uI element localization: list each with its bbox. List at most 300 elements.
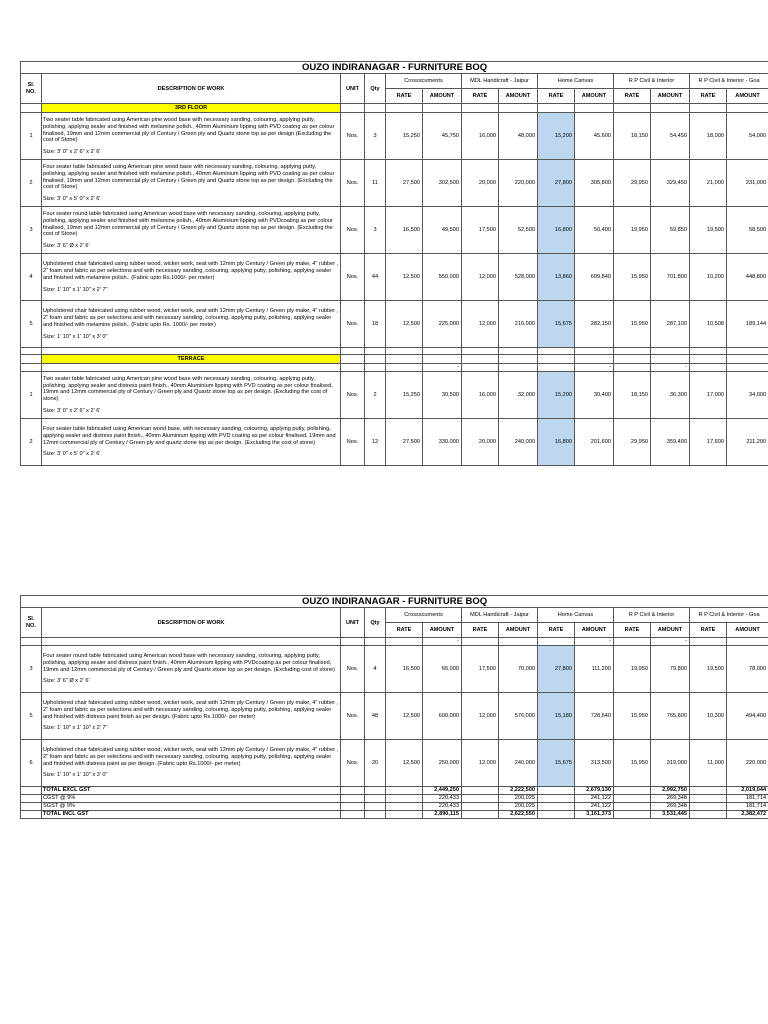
empty-cell [341,104,365,113]
amount-cell: 52,500 [499,207,538,254]
empty-cell [575,104,614,113]
item-description [42,254,341,301]
amount-cell: 45,600 [575,113,614,160]
description-text: Upholstered chair fabricated using rubber wood, wicker work, seat with 12mm ply Century / Green ply make, 4" rubber , 2" foam and fabric as per selections and with necessary sanding, colouring, applying putty, polishing, applying sealer and finished with melamine polish.. (Fabric upto Rs. 1000/- per meter) [43,308,339,328]
col-amount: AMOUNT [423,89,462,104]
empty-cell [386,787,423,795]
spacer-row [21,348,768,355]
col-amount: AMOUNT [423,623,462,638]
amount-cell: 319,000 [651,740,690,787]
col-unit: UNIT [341,74,365,104]
col-amount: AMOUNT [727,623,768,638]
rate-cell: 17,600 [690,419,727,466]
rate-cell: 15,950 [614,301,651,348]
size-text: Size: 3' 0" x 2' 6" x 2' 6' [43,148,101,155]
total-amount: 269,348 [651,803,690,811]
rate-cell: 12,000 [462,693,499,740]
size-text: Size: 1' 10" x 1' 10" x 3' 0" [43,333,108,340]
rate-cell: 16,800 [538,419,575,466]
item-number: 2 [21,419,42,466]
empty-cell [341,348,365,355]
description-text: Two seater table fabricated using American pine wood base with necessary sanding, colouring, applying putty, polishing, applying sealer and finished with melamine polish., 40mm Aluminium lipping with PVD coating as per colour finalised, 19mm and 12mm commercial ply of Century / Green ply and Quartz stone top as per design (Excluding the cost of Stone) [43,117,335,144]
size-text: Size: 3' 6" Ø x 2' 6' [43,242,90,249]
vendor-header: R P Civil & Interior [614,74,690,89]
item-description [42,646,341,693]
empty-cell [462,795,499,803]
empty-cell [690,803,727,811]
item-description [42,372,341,419]
table-row [21,372,768,419]
item-number: 5 [21,693,42,740]
vendor-header: Crossscuments [386,608,462,623]
col-amount: AMOUNT [499,89,538,104]
col-rate: RATE [538,89,575,104]
empty-cell [462,348,499,355]
amount-cell: 36,300 [651,372,690,419]
empty-cell [538,795,575,803]
dash-cell [538,364,575,372]
empty-cell [423,355,462,364]
rate-cell: 16,000 [462,372,499,419]
empty-cell [21,803,42,811]
empty-cell [651,104,690,113]
col-rate: RATE [690,89,727,104]
item-unit: Nos. [341,419,365,466]
size-text: Size: 3' 0" x 2' 6" x 2' 6' [43,407,101,414]
empty-cell [727,104,768,113]
table-row [21,254,768,301]
rate-cell: 27,800 [538,646,575,693]
item-unit: Nos. [341,160,365,207]
total-amount: 220,433 [423,803,462,811]
empty-cell [727,355,768,364]
total-amount: 3,161,373 [575,811,614,819]
size-text: Size: 1' 10" x 1' 10" x 2' 7" [43,725,108,732]
rate-cell: 13,860 [538,254,575,301]
col-amount: AMOUNT [575,623,614,638]
item-qty: 4 [365,646,386,693]
rate-cell: 27,500 [386,160,423,207]
description-text: Four seater table fabricated using American pine wood base with necessary sanding, colouring, applying putty, polishing, applying sealer and finished with melamine polish., 40mm Aluminium lipping with PVD coating as per colour finalised, 19mm and 12mm commercial ply of Century / Green ply and Quartz stone top as per design. (Excluding the cost of Stone) [43,164,335,191]
dash-cell [21,638,42,646]
amount-cell: 58,500 [727,207,768,254]
rate-cell: 27,500 [386,419,423,466]
amount-cell: 240,000 [499,419,538,466]
rate-cell: 21,000 [690,160,727,207]
amount-cell: 701,800 [651,254,690,301]
col-amount: AMOUNT [727,89,768,104]
dash-row [21,364,768,372]
dash-cell [341,638,365,646]
col-amount: AMOUNT [651,623,690,638]
amount-cell: 305,800 [575,160,614,207]
empty-cell [651,355,690,364]
rate-cell: 17,500 [462,207,499,254]
section-row [21,104,768,113]
section-title: 3RD FLOOR [42,104,341,113]
item-qty: 2 [365,372,386,419]
total-amount: 2,679,130 [575,787,614,795]
item-unit: Nos. [341,646,365,693]
table-row [21,693,768,740]
item-unit: Nos. [341,113,365,160]
amount-cell: 54,450 [651,113,690,160]
empty-cell [614,355,651,364]
amount-cell: 225,000 [423,301,462,348]
amount-cell: 54,000 [727,113,768,160]
size-text: Size: 1' 10" x 1' 10" x 2' 7" [43,286,108,293]
rate-cell: 12,500 [386,693,423,740]
empty-cell [21,787,42,795]
dash-cell [386,364,423,372]
empty-cell [21,795,42,803]
amount-cell: 609,840 [575,254,614,301]
rate-cell: 18,000 [690,113,727,160]
empty-cell [341,355,365,364]
vendor-header: MDL Handicraft - Jaipur [462,608,538,623]
table-row [21,301,768,348]
rate-cell: 12,000 [462,301,499,348]
rate-cell: 15,950 [614,254,651,301]
empty-cell [614,104,651,113]
dash-cell [690,638,727,646]
dash-cell: - [423,638,462,646]
vendor-header: Home Canvas [538,608,614,623]
amount-cell: 78,000 [727,646,768,693]
boq-table-page-1 [20,61,768,466]
col-unit: UNIT [341,608,365,638]
total-label: CGST @ 9% [42,795,341,803]
amount-cell: 45,750 [423,113,462,160]
empty-cell [386,803,423,811]
amount-cell: 201,600 [575,419,614,466]
rate-cell: 18,150 [614,113,651,160]
item-number: 6 [21,740,42,787]
dash-cell [21,364,42,372]
total-amount: 2,222,500 [499,787,538,795]
amount-cell: 231,000 [727,160,768,207]
total-amount: 200,025 [499,795,538,803]
rate-cell: 12,500 [386,254,423,301]
amount-cell: 220,000 [499,160,538,207]
vendor-header: R P Civil & Interior [614,608,690,623]
table-row [21,207,768,254]
vendor-header: Crossscuments [386,74,462,89]
section-row [21,355,768,364]
amount-cell: 528,000 [499,254,538,301]
description-text: Two seater table fabricated using American pine wood base with necessary sanding, colouring, applying putty, polishing, applying sealer and distress paint finish., 40mm Aluminium lipping with PVD coating as per colour finalised, 19mm and 12mm commercial ply of Century / Green ply and Quartz stone top as per design. (Excluding the cost of stone) [43,375,333,402]
col-qty: Qty [365,608,386,638]
col-description: DESCRIPTION OF WORK [42,608,341,638]
amount-cell: 30,500 [423,372,462,419]
rate-cell: 12,500 [386,301,423,348]
rate-cell: 15,950 [614,693,651,740]
amount-cell: 189,144 [727,301,768,348]
amount-cell: 576,000 [499,693,538,740]
dash-cell [538,638,575,646]
rate-cell: 19,950 [614,207,651,254]
boq-table-page-2 [20,595,768,819]
description-text: Four seater round table fabricated using American wood base with necessary sanding, colouring, applying putty, polishing, applying sealer and finished with melamine polish., 40mm Aluminium lipping with PVDcoating as per colour finalised, 19mm and 12mm commercial ply of Century / Green ply and Quartz stone top as per design. (Excluding the cost of Stone) [43,211,333,238]
table-row [21,113,768,160]
item-qty: 3 [365,207,386,254]
empty-cell [341,803,365,811]
empty-cell [21,811,42,819]
dash-cell: - [651,638,690,646]
amount-cell: 282,150 [575,301,614,348]
item-description [42,301,341,348]
empty-cell [614,795,651,803]
empty-cell [575,348,614,355]
empty-cell [341,787,365,795]
dash-cell [386,638,423,646]
empty-cell [365,348,386,355]
amount-cell: 216,000 [499,301,538,348]
vendor-header: Home Canvas [538,74,614,89]
rate-cell: 12,000 [462,740,499,787]
col-rate: RATE [538,623,575,638]
item-qty: 11 [365,160,386,207]
amount-cell: 220,000 [727,740,768,787]
item-description [42,693,341,740]
empty-cell [365,811,386,819]
dash-cell [727,638,768,646]
rate-cell: 15,250 [386,113,423,160]
item-unit: Nos. [341,207,365,254]
dash-cell [727,364,768,372]
boq-title: OUZO INDIRANAGAR - FURNITURE BOQ [21,62,768,74]
size-text: Size: 3' 6" Ø x 2' 6' [43,678,90,685]
rate-cell: 15,200 [538,113,575,160]
amount-cell: 250,000 [423,740,462,787]
rate-cell: 10,200 [690,254,727,301]
dash-cell [462,364,499,372]
item-unit: Nos. [341,740,365,787]
empty-cell [365,795,386,803]
empty-cell [386,355,423,364]
item-qty: 48 [365,693,386,740]
amount-cell: 32,000 [499,372,538,419]
empty-cell [341,795,365,803]
item-qty: 18 [365,301,386,348]
empty-cell [386,795,423,803]
empty-cell [462,104,499,113]
amount-cell: 448,800 [727,254,768,301]
vendor-header: MDL Handicraft - Jaipur [462,74,538,89]
item-description [42,113,341,160]
empty-cell [386,348,423,355]
item-description [42,160,341,207]
empty-cell [690,795,727,803]
empty-cell [365,787,386,795]
amount-cell: 34,000 [727,372,768,419]
empty-cell [727,348,768,355]
boq-title: OUZO INDIRANAGAR - FURNITURE BOQ [21,596,768,608]
dash-cell [499,638,538,646]
amount-cell: 728,640 [575,693,614,740]
total-amount: 2,890,115 [423,811,462,819]
amount-cell: 765,600 [651,693,690,740]
empty-cell [462,355,499,364]
total-row [21,787,768,795]
amount-cell: 302,500 [423,160,462,207]
item-description [42,207,341,254]
empty-cell [365,104,386,113]
amount-cell: 600,000 [423,693,462,740]
rate-cell: 10,300 [690,693,727,740]
amount-cell: 359,400 [651,419,690,466]
amount-cell: 330,000 [423,419,462,466]
item-number: 2 [21,160,42,207]
empty-cell [651,348,690,355]
col-rate: RATE [386,89,423,104]
col-rate: RATE [614,623,651,638]
amount-cell: 59,850 [651,207,690,254]
empty-cell [575,355,614,364]
total-amount: 2,992,750 [651,787,690,795]
rate-cell: 27,800 [538,160,575,207]
col-amount: AMOUNT [499,623,538,638]
rate-cell: 15,675 [538,740,575,787]
dash-cell: - [575,638,614,646]
total-label: TOTAL INCL GST [42,811,341,819]
item-number: 3 [21,646,42,693]
col-sl-no: Sl. NO. [21,74,42,104]
col-amount: AMOUNT [651,89,690,104]
total-amount: 241,122 [575,803,614,811]
item-number: 5 [21,301,42,348]
size-text: Size: 3' 0" x 5' 0" x 2' 6' [43,451,101,458]
table-row [21,646,768,693]
item-number: 4 [21,254,42,301]
rate-cell: 15,250 [386,372,423,419]
total-amount: 3,531,445 [651,811,690,819]
dash-row [21,638,768,646]
description-text: Upholstered chair fabricated using rubber wood, wicker work, seat with 12mm ply Century / Green ply make, 4" rubber , 2" foam and fabric as per selections and with necessary sanding, colouring, applying putty, polishing, applying sealer and finished with melamine polish.. (Fabric upto Rs.1000/- per meter) [43,261,339,281]
table-row [21,160,768,207]
item-unit: Nos. [341,372,365,419]
empty-cell [614,348,651,355]
empty-cell [690,104,727,113]
empty-cell [499,104,538,113]
empty-cell [462,803,499,811]
description-text: Four seater table fabricated using American wood base, with necessary sanding, colouring, applying putty, polishing, applying sealer and distress paint finish., 40mm Aluminium lipping with PVD coating as per colour finalised, 19mm and 12mm commercial ply of Century / Green ply and quartz stone top as per design. (Excluding the cost of stone) [43,426,336,446]
col-description: DESCRIPTION OF WORK [42,74,341,104]
item-qty: 3 [365,113,386,160]
empty-cell [538,355,575,364]
empty-cell [423,104,462,113]
amount-cell: 49,500 [423,207,462,254]
empty-cell [690,348,727,355]
item-number: 3 [21,207,42,254]
rate-cell: 29,950 [614,419,651,466]
rate-cell: 17,500 [462,646,499,693]
rate-cell: 18,150 [614,372,651,419]
total-amount: 181,714 [727,795,768,803]
empty-cell [42,348,341,355]
rate-cell: 19,950 [614,646,651,693]
rate-cell: 16,800 [538,207,575,254]
rate-cell: 16,500 [386,207,423,254]
dash-cell [614,638,651,646]
dash-cell [365,364,386,372]
empty-cell [21,104,42,113]
item-unit: Nos. [341,693,365,740]
vendor-header: R P Civil & Interior - Goa [690,74,768,89]
item-unit: Nos. [341,254,365,301]
rate-cell: 15,950 [614,740,651,787]
total-amount: 241,122 [575,795,614,803]
item-qty: 20 [365,740,386,787]
rate-cell: 16,000 [462,113,499,160]
rate-cell: 17,000 [690,372,727,419]
empty-cell [386,811,423,819]
empty-cell [538,104,575,113]
size-text: Size: 3' 0" x 5' 0" x 2' 6' [43,195,101,202]
table-row [21,740,768,787]
table-row [21,419,768,466]
total-label: TOTAL EXCL GST [42,787,341,795]
rate-cell: 12,000 [462,254,499,301]
empty-cell [538,348,575,355]
empty-cell [21,355,42,364]
amount-cell: 70,000 [499,646,538,693]
dash-cell [462,638,499,646]
amount-cell: 66,000 [423,646,462,693]
rate-cell: 11,000 [690,740,727,787]
rate-cell: 15,180 [538,693,575,740]
col-amount: AMOUNT [575,89,614,104]
empty-cell [538,787,575,795]
rate-cell: 12,500 [386,740,423,787]
col-rate: RATE [690,623,727,638]
description-text: Upholstered chair fabricated using rubber wood, wicker work, seat with 12mm ply Century / Green ply make, 4" rubber , 2" foam and fabric as per selections and with necessary sanding, colouring, applying putty, polishing, applying sealer and finished with distress paint as per design. (Fabric upto Rs.1000/- per meter) [43,747,339,767]
rate-cell: 20,000 [462,419,499,466]
dash-cell [42,364,341,372]
empty-cell [538,803,575,811]
section-title: TERRACE [42,355,341,364]
dash-cell [365,638,386,646]
empty-cell [21,348,42,355]
empty-cell [614,787,651,795]
col-rate: RATE [614,89,651,104]
empty-cell [365,355,386,364]
total-amount: 2,622,550 [499,811,538,819]
empty-cell [499,348,538,355]
dash-cell [42,638,341,646]
empty-cell [690,787,727,795]
empty-cell [386,104,423,113]
total-amount: 2,019,044 [727,787,768,795]
rate-cell: 10,508 [690,301,727,348]
total-amount: 220,433 [423,795,462,803]
rate-cell: 16,500 [386,646,423,693]
total-row [21,795,768,803]
description-text: Upholstered chair fabricated using rubber wood, wicker work, seat with 12mm ply Century / Green ply make, 4" rubber , 2" foam and fabric as per selections and with necessary sanding, colouring, applying putty, polishing, applying sealer and finished with distress paint finish as per design. (Fabric upto Rs.1000/- per meter) [43,700,339,720]
item-number: 1 [21,372,42,419]
dash-cell [341,364,365,372]
col-qty: Qty [365,74,386,104]
size-text: Size: 1' 10" x 1' 10" x 3' 0" [43,772,108,779]
item-description [42,740,341,787]
dash-cell [614,364,651,372]
amount-cell: 211,200 [727,419,768,466]
dash-cell [690,364,727,372]
item-qty: 12 [365,419,386,466]
rate-cell: 15,675 [538,301,575,348]
item-number: 1 [21,113,42,160]
empty-cell [341,811,365,819]
